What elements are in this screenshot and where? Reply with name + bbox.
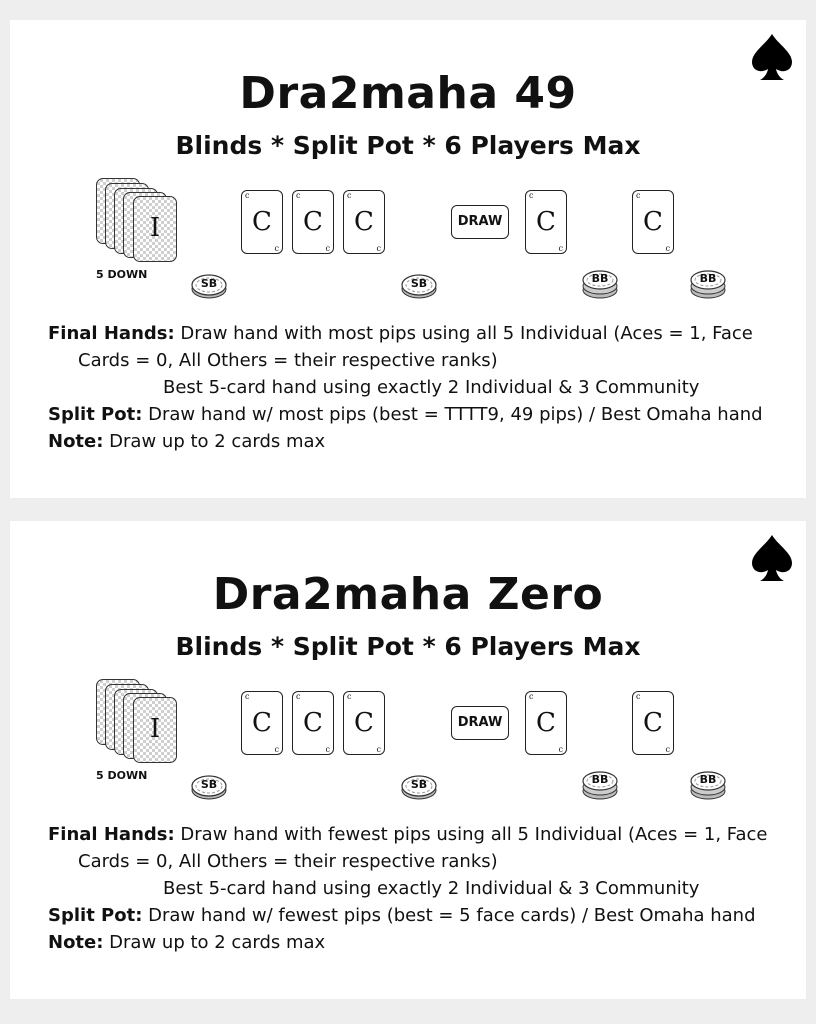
card-corner: c: [325, 244, 330, 253]
small-blind-chip: [400, 272, 438, 300]
card-corner: c: [347, 191, 352, 200]
card-corner: c: [245, 692, 250, 701]
card-corner: c: [558, 745, 563, 754]
card-corner: c: [665, 244, 670, 253]
chip-label: SB: [410, 778, 428, 791]
big-blind-chip: [581, 769, 619, 801]
chip-label: BB: [591, 272, 609, 285]
individual-card-letter: I: [149, 714, 161, 744]
split-pot-line: [48, 401, 788, 428]
rules-block: [48, 821, 788, 956]
card-corner: c: [558, 244, 563, 253]
chip-label: BB: [699, 272, 717, 285]
draw-label-box: DRAW: [451, 706, 509, 740]
card-corner: c: [274, 745, 279, 754]
card-corner: c: [296, 191, 301, 200]
card-letter: C: [303, 708, 323, 738]
individual-card-letter: I: [149, 213, 161, 243]
final-hands-label: Final Hands:: [48, 824, 175, 845]
big-blind-chip: [689, 769, 727, 801]
final-hands-line: [48, 821, 788, 848]
note-text: Draw up to 2 cards max: [103, 431, 326, 452]
card-corner: c: [529, 191, 534, 200]
community-card: [292, 190, 334, 254]
five-down-label: 5 DOWN: [96, 268, 148, 281]
chip-label: SB: [200, 277, 218, 290]
draw-label-box: DRAW: [451, 205, 509, 239]
split-pot-text: Draw hand w/ fewest pips (best = 5 face cards) / Best Omaha hand: [142, 905, 756, 926]
community-card: [292, 691, 334, 755]
game-subtitle: Blinds * Split Pot * 6 Players Max: [175, 632, 641, 661]
community-card: [632, 190, 674, 254]
card-corner: c: [376, 244, 381, 253]
card-corner: c: [376, 745, 381, 754]
card-letter: C: [354, 207, 374, 237]
big-blind-chip: [581, 268, 619, 300]
chip-label: BB: [699, 773, 717, 786]
note-text: Draw up to 2 cards max: [103, 932, 326, 953]
community-card: [343, 691, 385, 755]
community-card: [525, 691, 567, 755]
final-hands-omaha-text: Best 5-card hand using exactly 2 Individual & 3 Community: [163, 377, 700, 398]
final-hands-text-cont: Cards = 0, All Others = their respective ranks): [78, 350, 498, 371]
note-label: Note:: [48, 932, 104, 953]
split-pot-label: Split Pot:: [48, 404, 143, 425]
chip-label: SB: [410, 277, 428, 290]
card-letter: C: [252, 207, 272, 237]
small-blind-chip: [190, 773, 228, 801]
game-title: Dra2maha 49: [239, 68, 577, 119]
card-corner: c: [296, 692, 301, 701]
card-letter: C: [252, 708, 272, 738]
chip-label: BB: [591, 773, 609, 786]
card-corner: c: [325, 745, 330, 754]
card-letter: C: [643, 207, 663, 237]
community-card: [525, 190, 567, 254]
split-pot-label: Split Pot:: [48, 905, 143, 926]
small-blind-chip: [400, 773, 438, 801]
final-hands-omaha-text: Best 5-card hand using exactly 2 Individual & 3 Community: [163, 878, 700, 899]
card-corner: c: [274, 244, 279, 253]
game-title: Dra2maha Zero: [212, 569, 604, 620]
card-corner: c: [665, 745, 670, 754]
card-corner: c: [529, 692, 534, 701]
community-card: [343, 190, 385, 254]
card-corner: c: [347, 692, 352, 701]
split-pot-text: Draw hand w/ most pips (best = TTTT9, 49 pips) / Best Omaha hand: [142, 404, 763, 425]
community-card: [241, 190, 283, 254]
card-letter: C: [354, 708, 374, 738]
card-corner: c: [636, 692, 641, 701]
game-subtitle: Blinds * Split Pot * 6 Players Max: [175, 131, 641, 160]
individual-card-front: [133, 196, 177, 262]
community-card: [632, 691, 674, 755]
small-blind-chip: [190, 272, 228, 300]
card-letter: C: [536, 207, 556, 237]
final-hands-label: Final Hands:: [48, 323, 175, 344]
card-letter: C: [303, 207, 323, 237]
card-letter: C: [536, 708, 556, 738]
split-pot-line: [48, 902, 788, 929]
note-line: [48, 929, 788, 956]
final-hands-text-cont: Cards = 0, All Others = their respective ranks): [78, 851, 498, 872]
final-hands-text: Draw hand with fewest pips using all 5 Individual (Aces = 1, Face: [174, 824, 768, 845]
game-card-dra2maha-zero: [10, 521, 806, 999]
card-letter: C: [643, 708, 663, 738]
big-blind-chip: [689, 268, 727, 300]
community-card: [241, 691, 283, 755]
card-corner: c: [636, 191, 641, 200]
note-line: [48, 428, 788, 455]
game-card-dra2maha-49: [10, 20, 806, 498]
individual-card-front: [133, 697, 177, 763]
card-corner: c: [245, 191, 250, 200]
five-down-label: 5 DOWN: [96, 769, 148, 782]
final-hands-text: Draw hand with most pips using all 5 Individual (Aces = 1, Face: [174, 323, 753, 344]
chip-label: SB: [200, 778, 218, 791]
final-hands-line: [48, 320, 788, 347]
rules-block: [48, 320, 788, 455]
note-label: Note:: [48, 431, 104, 452]
